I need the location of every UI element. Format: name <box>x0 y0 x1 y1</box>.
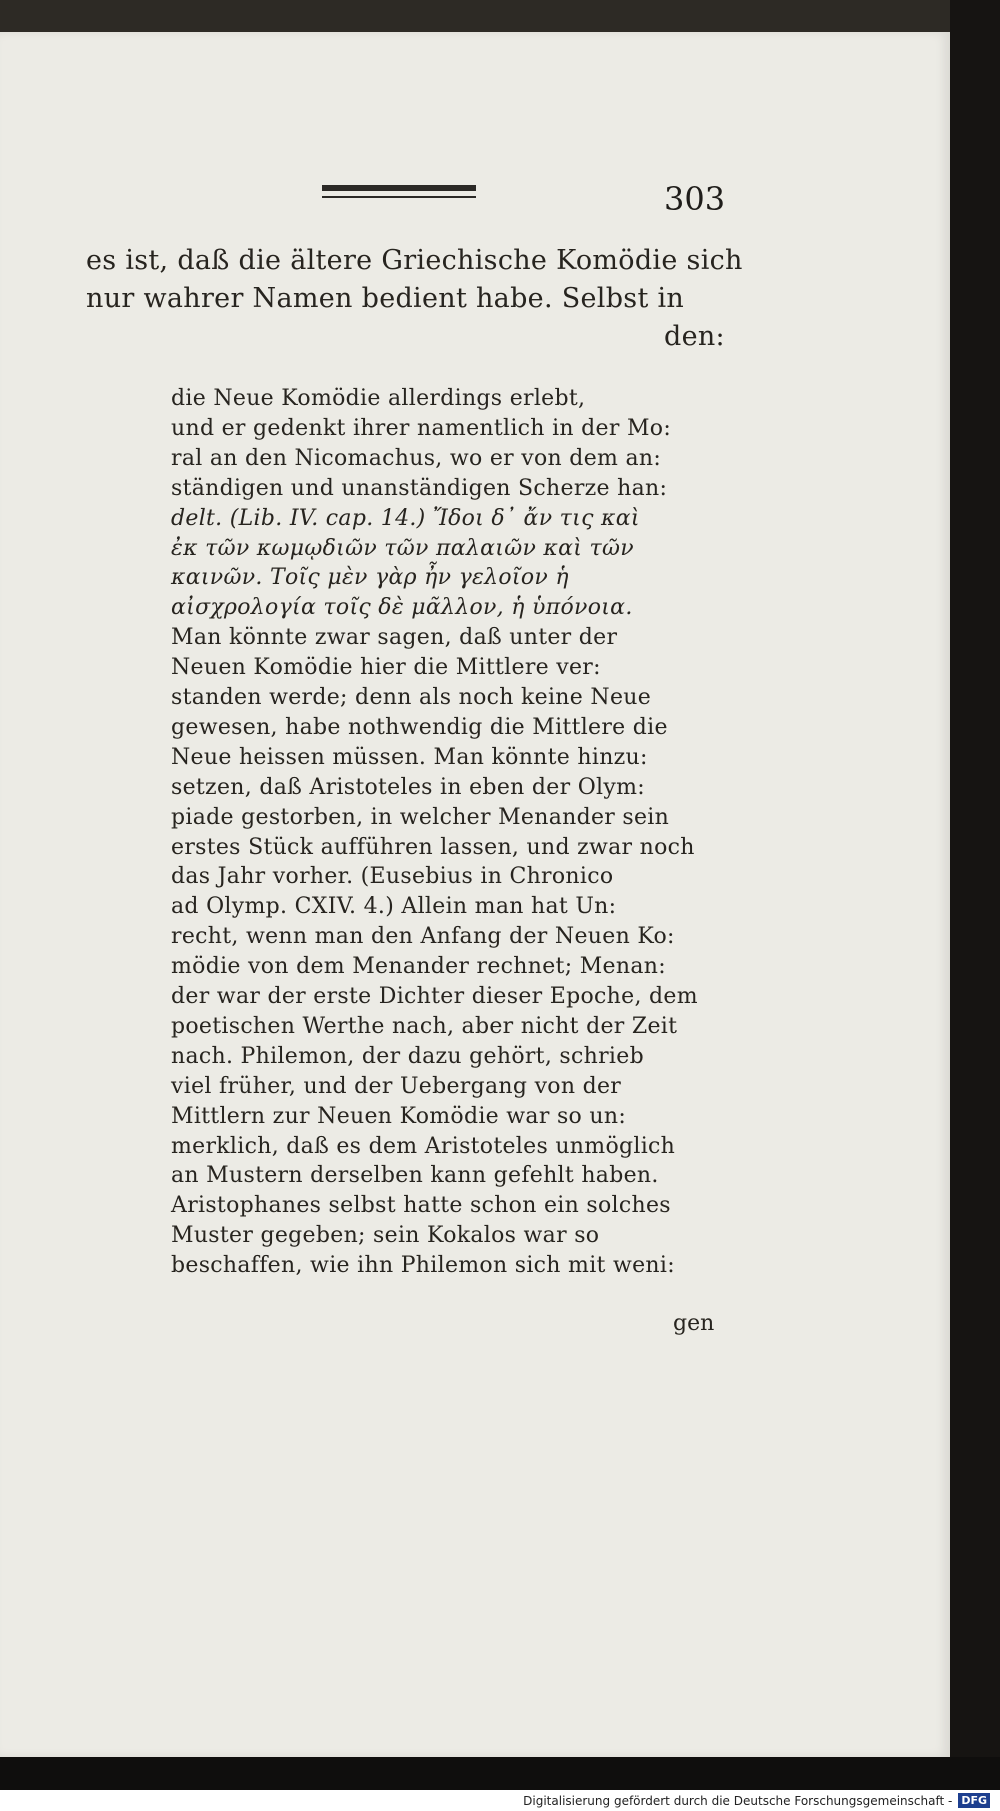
header-rule <box>322 185 476 191</box>
footnote-line: der war der erste Dichter dieser Epoche, dem <box>171 984 698 1009</box>
body-line: es ist, daß die ältere Griechische Komödie sich <box>86 245 743 276</box>
footnote-line: Neuen Komödie hier die Mittlere ver: <box>171 655 601 680</box>
digitization-footer <box>0 1790 1000 1811</box>
footnote-line: καινῶν. Τοῖς μὲν γὰρ ἦν γελοῖον ἡ <box>171 565 569 590</box>
footnote-line: Mittlern zur Neuen Komödie war so un: <box>171 1104 627 1129</box>
scan-top-border <box>0 0 1000 32</box>
footnote-line: αἰσχρολογία τοῖς δὲ μᾶλλον, ἡ ὑπόνοια. <box>171 595 633 620</box>
scan-bottom-border <box>0 1757 1000 1790</box>
footnote-line: merklich, daß es dem Aristoteles unmöglich <box>171 1134 676 1159</box>
footnote-line: und er gedenkt ihrer namentlich in der Mo: <box>171 416 672 441</box>
footnote-line: piade gestorben, in welcher Menander sein <box>171 805 670 830</box>
footnote-line: viel früher, und der Uebergang von der <box>171 1074 622 1099</box>
footnote-line: delt. (Lib. IV. cap. 14.) Ἴδοι δ᾽ ἄν τις καὶ <box>171 506 640 531</box>
footnote-line: ral an den Nicomachus, wo er von dem an: <box>171 446 662 471</box>
footer-text: Digitalisierung gefördert durch die Deutsche Forschungsgemeinschaft - <box>523 1793 953 1808</box>
footnote-line: setzen, daß Aristoteles in eben der Olym: <box>171 775 645 800</box>
footnote-line: recht, wenn man den Anfang der Neuen Ko: <box>171 924 675 949</box>
header-rule-thin <box>322 196 476 198</box>
footnote-line: mödie von dem Menander rechnet; Menan: <box>171 954 666 979</box>
footnote-line: nach. Philemon, der dazu gehört, schrieb <box>171 1044 644 1069</box>
footnote-line: das Jahr vorher. (Eusebius in Chronico <box>171 864 614 889</box>
footnote-line: Aristophanes selbst hatte schon ein solches <box>171 1193 671 1218</box>
footnote-line: beschaffen, wie ihn Philemon sich mit weni: <box>171 1253 675 1278</box>
scan-right-border <box>950 0 1000 1790</box>
footnote-line: Man könnte zwar sagen, daß unter der <box>171 625 618 650</box>
footnote-line: ἐκ τῶν κωμῳδιῶν τῶν παλαιῶν καὶ τῶν <box>171 536 634 561</box>
footnote-line: Neue heissen müssen. Man könnte hinzu: <box>171 745 648 770</box>
catchword: gen <box>673 1311 715 1336</box>
footnote-line: die Neue Komödie allerdings erlebt, <box>171 386 586 411</box>
page-number: 303 <box>664 180 726 218</box>
footnote-line: an Mustern derselben kann gefehlt haben. <box>171 1163 659 1188</box>
footnote-line: gewesen, habe nothwendig die Mittlere die <box>171 715 668 740</box>
footnote-line: standen werde; denn als noch keine Neue <box>171 685 652 710</box>
footnote-line: erstes Stück aufführen lassen, und zwar noch <box>171 835 695 860</box>
body-line-catch: den: <box>664 321 725 352</box>
footnote-line: Muster gegeben; sein Kokalos war so <box>171 1223 600 1248</box>
body-line: nur wahrer Namen bedient habe. Selbst in <box>86 283 685 314</box>
footnote-line: ad Olymp. CXIV. 4.) Allein man hat Un: <box>171 894 617 919</box>
footnote-line: ständigen und unanständigen Scherze han: <box>171 476 668 501</box>
dfg-logo: DFG <box>958 1793 990 1808</box>
footnote-line: poetischen Werthe nach, aber nicht der Zeit <box>171 1014 678 1039</box>
